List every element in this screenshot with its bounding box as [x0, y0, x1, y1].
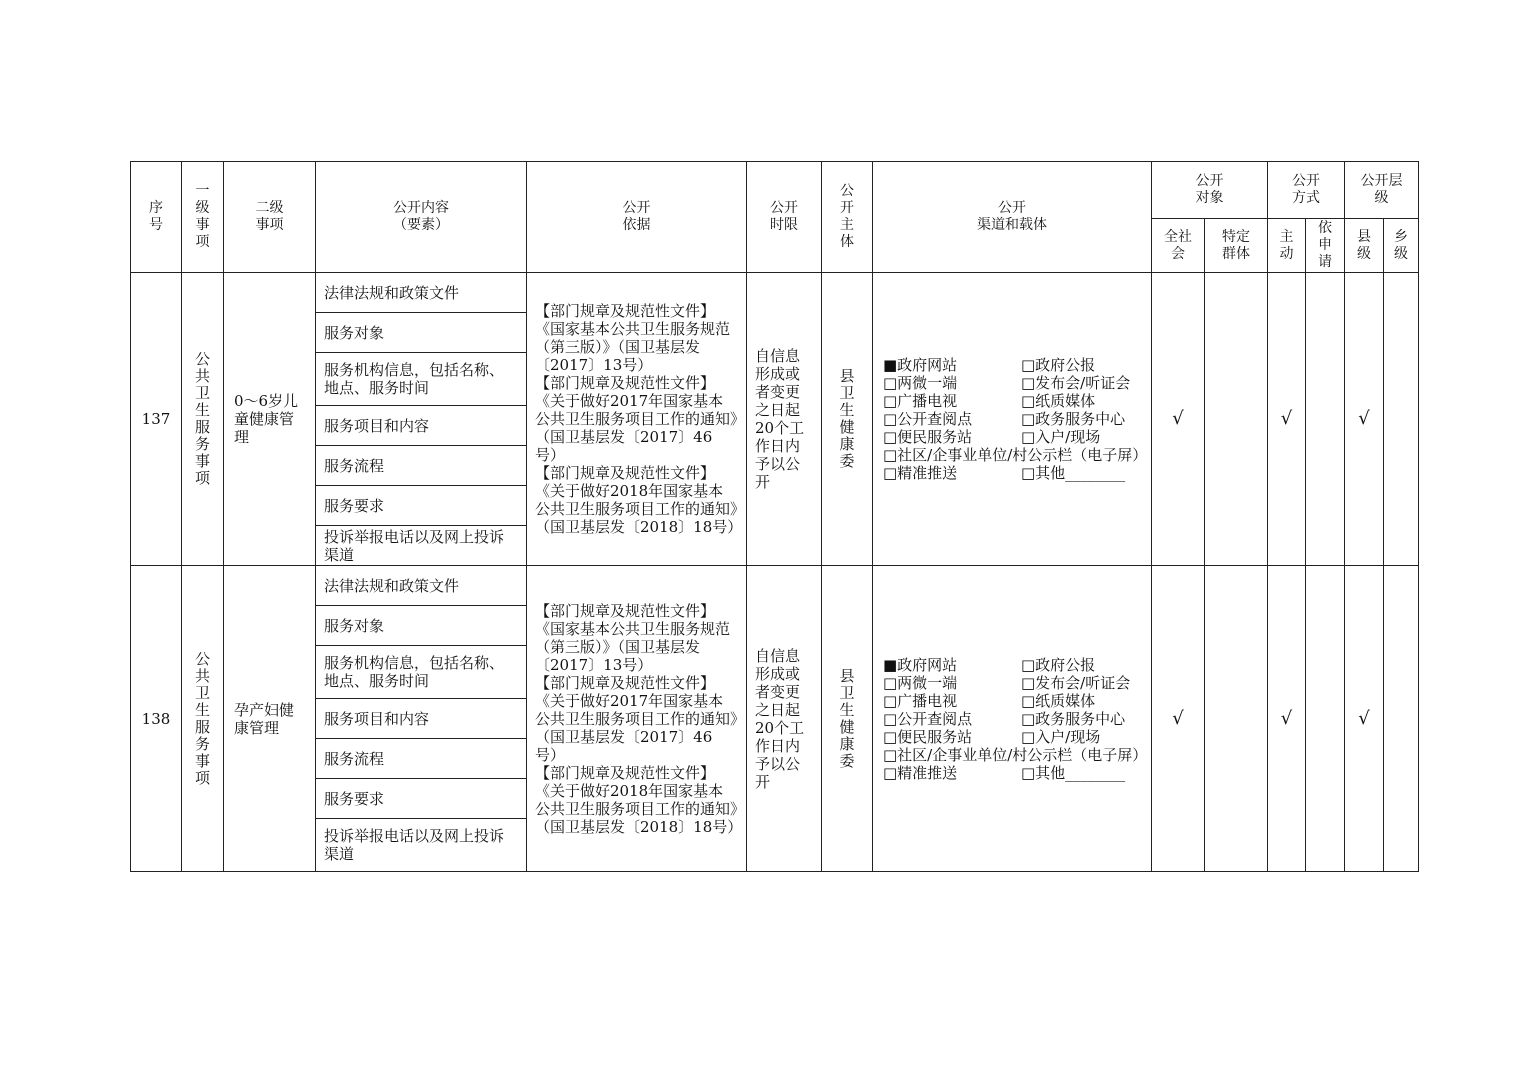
header-method: 公开 方式	[1268, 162, 1345, 219]
row-subject: 县卫生健康委	[822, 566, 873, 872]
header-seq: 序号	[131, 162, 182, 273]
channel-option: ■政府网站	[883, 356, 958, 374]
check-method-request	[1306, 566, 1345, 872]
row-time: 自信息形成或者变更之日起20个工作日内予以公开	[747, 273, 822, 566]
channel-option: □社区/企事业单位/村公示栏（电子屏）	[883, 446, 1148, 464]
channel-option: □广播电视	[883, 392, 958, 410]
row-subject: 县卫生健康委	[822, 273, 873, 566]
check-target-all: √	[1152, 273, 1205, 566]
channel-option: □入户/现场	[1021, 428, 1101, 446]
check-level-township	[1384, 566, 1419, 872]
content-item: 法律法规和政策文件	[316, 566, 527, 606]
check-target-all: √	[1152, 566, 1205, 872]
check-level-county: √	[1345, 566, 1384, 872]
channel-option: □其他________	[1021, 464, 1126, 482]
content-item: 服务对象	[316, 313, 527, 353]
row-level1: 公共卫生服务事项	[182, 273, 224, 566]
channel-option: □其他________	[1021, 763, 1126, 782]
table-row	[131, 566, 1419, 606]
check-target-special	[1205, 566, 1268, 872]
content-item: 投诉举报电话以及网上投诉渠道	[316, 819, 527, 872]
check-target-special	[1205, 273, 1268, 566]
channel-option: □发布会/听证会	[1021, 673, 1131, 692]
row-seq: 138	[131, 566, 182, 872]
row-channels	[873, 566, 1152, 872]
header-target: 公开 对象	[1152, 162, 1268, 219]
check-method-request	[1306, 273, 1345, 566]
check-level-county: √	[1345, 273, 1384, 566]
channel-option: □精准推送	[883, 763, 958, 782]
row-seq: 137	[131, 273, 182, 566]
content-item: 服务流程	[316, 739, 527, 779]
row-level2: 0～6岁儿童健康管理	[224, 273, 316, 566]
disclosure-table	[130, 161, 1419, 872]
channel-option: □纸质媒体	[1021, 691, 1096, 710]
channel-option: □便民服务站	[883, 727, 973, 746]
channel-option: □政务服务中心	[1021, 709, 1126, 728]
channel-option: □公开查阅点	[883, 410, 973, 428]
channel-option: □政务服务中心	[1021, 410, 1126, 428]
channel-option: □精准推送	[883, 464, 958, 482]
channel-option: □社区/企事业单位/村公示栏（电子屏）	[883, 745, 1148, 764]
channel-option: □政府公报	[1021, 655, 1096, 674]
channel-option: □广播电视	[883, 691, 958, 710]
header-level: 公开层 级	[1345, 162, 1419, 219]
channel-option: □政府公报	[1021, 356, 1096, 374]
row-channels	[873, 273, 1152, 566]
content-item: 服务机构信息，包括名称、地点、服务时间	[316, 646, 527, 699]
content-item: 服务流程	[316, 446, 527, 486]
header-target-all: 全社 会	[1152, 219, 1205, 273]
content-item: 服务项目和内容	[316, 699, 527, 739]
row-basis: 【部门规章及规范性文件】 《国家基本公共卫生服务规范（第三版）》（国卫基层发〔2017〕13号） 【部门规章及规范性文件】 《关于做好2017年国家基本公共卫生服务项目工作的通知》（国卫基层发〔2017〕46号） 【部门规章及规范性文件】 《关于做好2018年国家基本公共卫生服务项目工作的通知》（国卫基层发〔2018〕18号）	[527, 566, 747, 872]
check-method-active: √	[1268, 566, 1306, 872]
content-item: 服务机构信息，包括名称、地点、服务时间	[316, 353, 527, 406]
row-level2: 孕产妇健康管理	[224, 566, 316, 872]
header-basis: 公开 依据	[527, 162, 747, 273]
content-item: 服务要求	[316, 486, 527, 526]
channel-option: □两微一端	[883, 673, 958, 692]
channel-option: □纸质媒体	[1021, 392, 1096, 410]
table-row	[131, 273, 1419, 313]
channel-option: □公开查阅点	[883, 709, 973, 728]
content-item: 服务要求	[316, 779, 527, 819]
check-method-active: √	[1268, 273, 1306, 566]
content-item: 服务对象	[316, 606, 527, 646]
content-item: 投诉举报电话以及网上投诉渠道	[316, 526, 527, 566]
header-level2: 二级事项	[224, 162, 316, 273]
row-time: 自信息形成或者变更之日起20个工作日内予以公开	[747, 566, 822, 872]
header-level1: 一级事项	[182, 162, 224, 273]
channel-option: □便民服务站	[883, 428, 973, 446]
header-channel: 公开 渠道和载体	[873, 162, 1152, 273]
content-item: 法律法规和政策文件	[316, 273, 527, 313]
channel-option: □发布会/听证会	[1021, 374, 1131, 392]
header-time: 公开 时限	[747, 162, 822, 273]
channel-option: ■政府网站	[883, 655, 958, 674]
row-basis: 【部门规章及规范性文件】 《国家基本公共卫生服务规范（第三版）》（国卫基层发〔2017〕13号） 【部门规章及规范性文件】 《关于做好2017年国家基本公共卫生服务项目工作的通知》（国卫基层发〔2017〕46号） 【部门规章及规范性文件】 《关于做好2018年国家基本公共卫生服务项目工作的通知》（国卫基层发〔2018〕18号）	[527, 273, 747, 566]
header-method-request: 依申请	[1306, 219, 1345, 273]
header-target-special: 特定 群体	[1205, 219, 1268, 273]
check-level-township	[1384, 273, 1419, 566]
channel-option: □入户/现场	[1021, 727, 1101, 746]
row-level1: 公共卫生服务事项	[182, 566, 224, 872]
header-level-township: 乡级	[1384, 219, 1419, 273]
channel-option: □两微一端	[883, 374, 958, 392]
content-item: 服务项目和内容	[316, 406, 527, 446]
header-subject: 公开主体	[822, 162, 873, 273]
header-level-county: 县级	[1345, 219, 1384, 273]
header-content: 公开内容 （要素）	[316, 162, 527, 273]
header-method-active: 主动	[1268, 219, 1306, 273]
